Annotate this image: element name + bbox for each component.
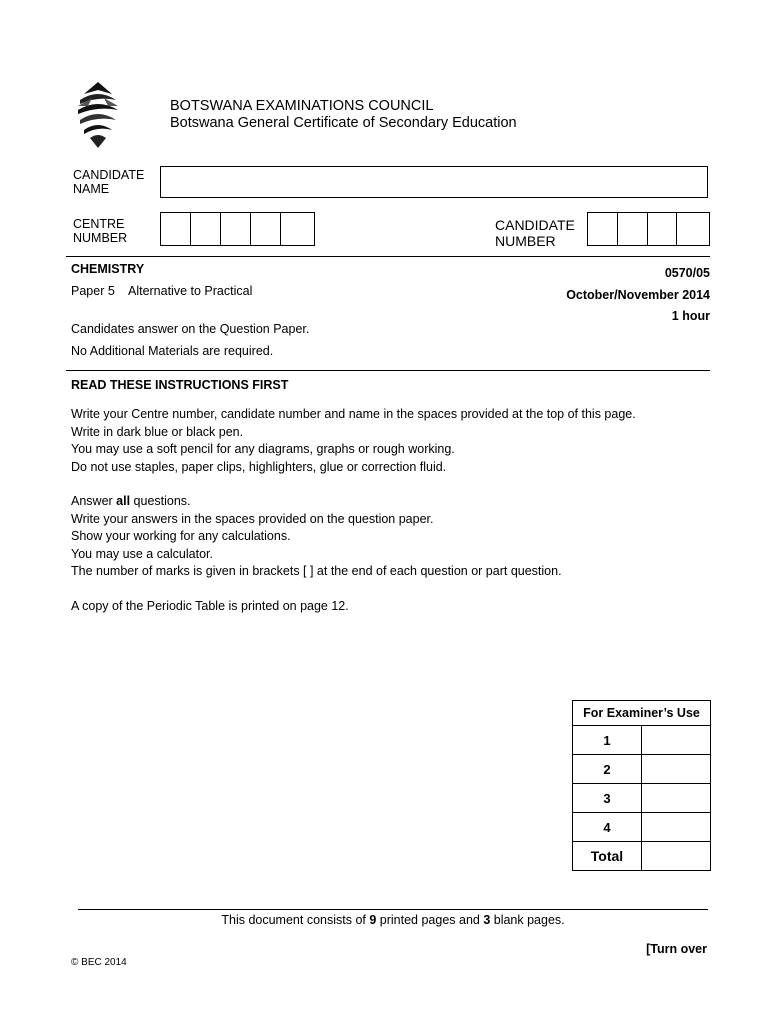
candidate-number-label: CANDIDATE NUMBER xyxy=(495,217,575,249)
centre-number-digit[interactable] xyxy=(161,213,191,245)
examiner-use-table xyxy=(572,700,711,871)
centre-number-digit[interactable] xyxy=(221,213,251,245)
centre-number-label: CENTRE NUMBER xyxy=(73,217,128,245)
table-row: 4 xyxy=(573,813,711,842)
duration: 1 hour xyxy=(671,309,710,323)
candidate-name-field[interactable] xyxy=(160,166,708,198)
divider xyxy=(66,370,710,371)
paper-line: Paper 5 Alternative to Practical xyxy=(71,284,253,298)
certificate-title: Botswana General Certificate of Secondary Education xyxy=(170,115,517,131)
candidate-name-label: CANDIDATE NAME xyxy=(73,168,145,196)
centre-number-field[interactable] xyxy=(160,212,315,246)
candidate-number-digit[interactable] xyxy=(677,213,709,245)
divider xyxy=(66,256,710,257)
bec-logo-icon xyxy=(74,80,122,150)
council-title: BOTSWANA EXAMINATIONS COUNCIL xyxy=(170,98,434,114)
subject: CHEMISTRY xyxy=(71,262,145,276)
page-count-note: This document consists of 9 printed pages and 3 blank pages. xyxy=(221,913,565,927)
centre-number-digit[interactable] xyxy=(251,213,281,245)
table-row: Total xyxy=(573,842,711,871)
mark-cell[interactable] xyxy=(642,842,711,871)
centre-number-digit[interactable] xyxy=(281,213,311,245)
materials-note: No Additional Materials are required. xyxy=(71,344,274,358)
table-row: 2 xyxy=(573,755,711,784)
turn-over: [Turn over xyxy=(646,942,707,956)
mark-cell[interactable] xyxy=(642,755,711,784)
examiner-table-heading: For Examiner’s Use xyxy=(573,701,711,726)
candidate-number-field[interactable] xyxy=(587,212,710,246)
candidate-number-digit[interactable] xyxy=(588,213,618,245)
answer-note: Candidates answer on the Question Paper. xyxy=(71,322,310,336)
footer-divider xyxy=(78,909,708,910)
table-row: 3 xyxy=(573,784,711,813)
candidate-number-digit[interactable] xyxy=(618,213,648,245)
answer-all-line: Answer all questions. xyxy=(71,494,191,508)
table-row: 1 xyxy=(573,726,711,755)
mark-cell[interactable] xyxy=(642,813,711,842)
instructions-block: Write your Centre number, candidate number and name in the spaces provided at the top of this page. Write in dark blue or black pen. You may use a soft pencil for any diagrams, graphs or rough working. Do not use staples, paper clips, highlighters, glue or correction fluid. Answer all questions. Write your answers in the spaces provided on the question paper. Show your working for any calculations. You may use a calculator. The number of marks is given in brackets [ ] at the end of each question or part question. A copy of the Periodic Table is printed on page 12. xyxy=(71,406,711,615)
copyright: © BEC 2014 xyxy=(71,957,127,968)
mark-cell[interactable] xyxy=(642,726,711,755)
mark-cell[interactable] xyxy=(642,784,711,813)
centre-number-digit[interactable] xyxy=(191,213,221,245)
session: October/November 2014 xyxy=(566,288,710,302)
instructions-heading: READ THESE INSTRUCTIONS FIRST xyxy=(71,378,289,392)
paper-code: 0570/05 xyxy=(664,266,710,280)
periodic-table-note: A copy of the Periodic Table is printed on page 12. xyxy=(71,598,349,613)
candidate-number-digit[interactable] xyxy=(648,213,678,245)
